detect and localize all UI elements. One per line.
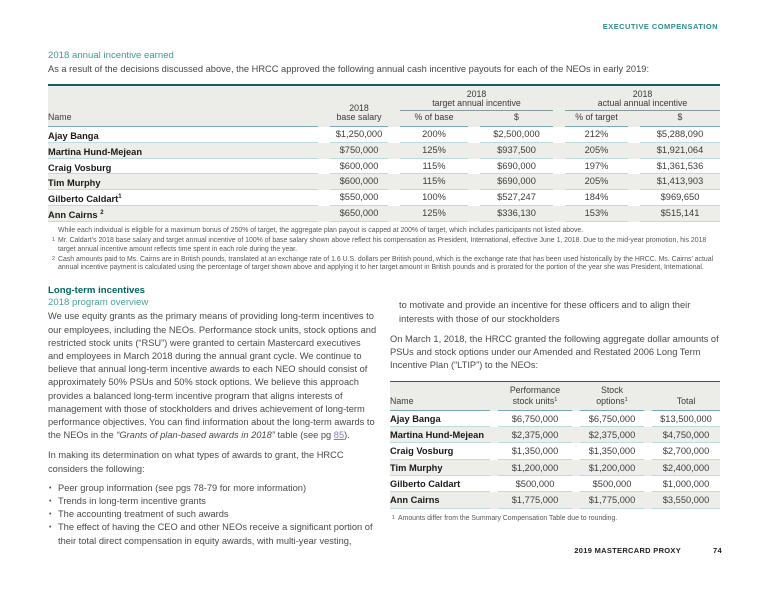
neo-name: Ann Cairns <box>390 492 490 508</box>
pct-of-target-value: 205% <box>565 174 628 190</box>
base-salary-value: $1,250,000 <box>330 127 388 143</box>
footnote-text: Mr. Caldart’s 2018 base salary and target annual incentive of 100% of base salary shown above reflect his compensation as President, International, effective June 1, 2018. Due to the mid-year promotion, his 2018 target annual incentive amount reflects time spent in each role during the year. <box>58 236 707 253</box>
paragraph-text: ). <box>344 430 350 441</box>
neo-name: Gilberto Caldart <box>390 476 490 492</box>
col-header-base-salary-line2: base salary <box>336 112 382 123</box>
annual-incentive-table <box>48 84 720 222</box>
col-header-performance-stock-units <box>498 386 572 410</box>
footnote-text: While each individual is eligible for a maximum bonus of 250% of target, the aggregate plan payout is capped at 200% of target, which includes participants not listed above. <box>58 226 584 234</box>
annual-incentive-intro: As a result of the decisions discussed above, the HRCC approved the following annual cash incentive payouts for each of the NEOs in early 2019: <box>48 64 650 74</box>
col-header-pct-of-base: % of base <box>400 110 468 127</box>
table-row <box>390 460 720 476</box>
psu-value: $6,750,000 <box>498 411 572 427</box>
hrcc-considerations-paragraph: In making its determination on what types of awards to grant, the HRCC considers the following: <box>48 450 344 474</box>
footnote-text: Amounts differ from the Summary Compensation Table due to rounding. <box>398 514 618 522</box>
program-overview-paragraph <box>48 310 378 442</box>
neo-name: Ann Cairns <box>48 209 101 220</box>
base-salary-value: $550,000 <box>330 190 388 206</box>
footnote-marker: 1 <box>52 236 55 243</box>
neo-name: Ajay Banga <box>48 131 99 141</box>
target-incentive-value: $2,500,000 <box>480 127 553 143</box>
col-header-name: Name <box>48 113 318 127</box>
group-header-target-line1: 2018 <box>466 88 487 99</box>
options-value: $6,750,000 <box>580 411 644 427</box>
pct-of-base-value: 125% <box>400 206 468 222</box>
table-row <box>48 127 720 143</box>
target-incentive-value: $690,000 <box>480 159 553 175</box>
table-row <box>48 159 720 175</box>
total-value: $2,400,000 <box>652 460 720 476</box>
total-value: $4,750,000 <box>652 427 720 443</box>
actual-incentive-value: $1,361,536 <box>640 159 720 175</box>
pct-of-base-value: 125% <box>400 143 468 159</box>
ltip-grant-table <box>390 381 720 509</box>
target-incentive-value: $527,247 <box>480 190 553 206</box>
col-header-pct-of-target: % of target <box>565 110 628 127</box>
footnote-ref: 1 <box>624 396 628 403</box>
base-salary-value: $600,000 <box>330 174 388 190</box>
section-label: EXECUTIVE COMPENSATION <box>602 22 718 31</box>
page-85-link[interactable]: 85 <box>333 430 345 441</box>
pct-of-base-value: 115% <box>400 159 468 175</box>
left-column <box>48 285 378 547</box>
table-row <box>48 190 720 206</box>
total-value: $13,500,000 <box>652 411 720 427</box>
pct-of-target-value: 184% <box>565 190 628 206</box>
group-header-actual-annual-incentive <box>565 90 720 111</box>
paragraph-text: We use equity grants as the primary means of providing long-term incentives to our employees, including the NEOs. Performance stock units, stock options and restricted stock units (“RSU”) were granted to certain Mastercard executives and employees in March 2018 during the annual grant cycle. We continue to believe that annual long-term incentive awards to each NEO should consist of approximately 50% PSUs and 50% stock options. We believe this approach provides a balanced long-term incentive program that aligns interests of management with those of stockholders and drives achievement of long-term performance objectives. You can find information about the long-term awards to the NEOs in the <box>48 311 377 441</box>
list-item: • The accounting treatment of such awards <box>48 508 378 521</box>
target-incentive-value: $690,000 <box>480 174 553 190</box>
pct-of-base-value: 200% <box>400 127 468 143</box>
group-header-actual-line2: actual annual incentive <box>597 98 688 109</box>
table-row <box>390 476 720 492</box>
list-item: • Trends in long-term incentive grants <box>48 495 378 508</box>
table-row <box>48 206 720 222</box>
neo-name: Craig Vosburg <box>48 162 112 173</box>
neo-name: Ajay Banga <box>390 411 490 427</box>
actual-incentive-value: $515,141 <box>640 206 720 222</box>
page-footer <box>574 546 722 555</box>
paragraph-text: table (see pg <box>274 430 334 441</box>
neo-name: Tim Murphy <box>390 460 490 476</box>
ltip-table-footnote <box>390 515 720 524</box>
col-header-base-salary <box>330 104 388 127</box>
table-footnotes <box>48 227 720 274</box>
psu-value: $500,000 <box>498 476 572 492</box>
col-header-target-dollar: $ <box>480 110 553 127</box>
pct-of-target-value: 205% <box>565 143 628 159</box>
proxy-label: 2019 MASTERCARD PROXY <box>574 546 682 555</box>
psu-value: $1,350,000 <box>498 443 572 459</box>
base-salary-value: $750,000 <box>330 143 388 159</box>
base-salary-value: $600,000 <box>330 159 388 175</box>
pct-of-base-value: 100% <box>400 190 468 206</box>
neo-name: Craig Vosburg <box>390 443 490 459</box>
ltip-grant-paragraph: On March 1, 2018, the HRCC granted the following aggregate dollar amounts of PSUs and stock options under our Amended and Restated 2006 Long Term Incentive Plan (“LTIP”) to the NEOs: <box>390 333 719 371</box>
options-value: $2,375,000 <box>580 427 644 443</box>
options-value: $1,775,000 <box>580 492 644 508</box>
table-row <box>48 143 720 159</box>
pct-of-target-value: 153% <box>565 206 628 222</box>
group-header-target-annual-incentive <box>400 90 553 111</box>
options-value: $1,350,000 <box>580 443 644 459</box>
psu-value: $2,375,000 <box>498 427 572 443</box>
base-salary-value: $650,000 <box>330 206 388 222</box>
neo-name: Tim Murphy <box>48 178 101 189</box>
col-header-options-line1: Stock <box>600 385 623 396</box>
group-header-target-line2: target annual incentive <box>432 98 521 109</box>
table-row <box>390 427 720 443</box>
options-value: $1,200,000 <box>580 460 644 476</box>
ltip-table-header <box>390 382 720 410</box>
list-item: • Peer group information (see pgs 78-79 for more information) <box>48 482 378 495</box>
neo-name: Martina Hund-Mejean <box>390 427 490 443</box>
table-row <box>48 174 720 190</box>
bullet-continuation-text: to motivate and provide an incentive for these officers and to align their interests with those of our stockholders <box>399 300 691 324</box>
total-value: $1,000,000 <box>652 476 720 492</box>
total-value: $2,700,000 <box>652 443 720 459</box>
options-value: $500,000 <box>580 476 644 492</box>
annual-incentive-table-header <box>48 86 720 127</box>
total-value: $3,550,000 <box>652 492 720 508</box>
long-term-incentives-heading: Long-term incentives <box>48 285 146 297</box>
table-row <box>390 492 720 508</box>
grants-table-reference: “Grants of plan-based awards in 2018” <box>116 430 275 441</box>
pct-of-base-value: 115% <box>400 174 468 190</box>
considerations-list <box>48 482 378 548</box>
group-header-actual-line1: 2018 <box>632 88 653 99</box>
col-header-name: Name <box>390 397 490 411</box>
footnote-marker: 2 <box>52 255 55 262</box>
neo-name: Gilberto Caldart <box>48 194 119 205</box>
col-header-psu-line2: stock units <box>512 395 555 406</box>
list-item: • The effect of having the CEO and other NEOs receive a significant portion of their total direct compensation in equity awards, with multi-year vesting, <box>48 521 378 547</box>
right-column <box>390 285 720 547</box>
pct-of-target-value: 212% <box>565 127 628 143</box>
footnote-text: Cash amounts paid to Ms. Cairns are in British pounds, translated at an exchange rate of 1.6 U.S. dollars per British pound, which is the exchange rate that has been used historically by the HRCC. Ms. Cairns’ actual annual incentive payment is calculated using the percentage of target shown above and applying it to her target amount in British pounds and is prorated for the portion of the year she was President, International. <box>58 255 714 272</box>
target-incentive-value: $937,500 <box>480 143 553 159</box>
page-number: 74 <box>713 546 722 555</box>
table-row <box>390 411 720 427</box>
actual-incentive-value: $969,650 <box>640 190 720 206</box>
actual-incentive-value: $1,921,064 <box>640 143 720 159</box>
program-overview-subheading: 2018 program overview <box>48 297 149 309</box>
footnote-ref: 2 <box>100 209 104 216</box>
psu-value: $1,775,000 <box>498 492 572 508</box>
footnote <box>48 227 720 236</box>
col-header-total: Total <box>652 397 720 411</box>
col-header-base-salary-line1: 2018 <box>349 102 369 113</box>
psu-value: $1,200,000 <box>498 460 572 476</box>
col-header-actual-dollar: $ <box>640 110 720 127</box>
pct-of-target-value: 197% <box>565 159 628 175</box>
col-header-options-line2: options <box>596 395 625 406</box>
target-incentive-value: $336,130 <box>480 206 553 222</box>
col-header-psu-line1: Performance <box>509 385 561 396</box>
actual-incentive-value: $5,288,090 <box>640 127 720 143</box>
footnote <box>48 256 720 274</box>
footnote <box>48 237 720 255</box>
footnote-ref: 1 <box>554 396 558 403</box>
col-header-stock-options <box>580 386 644 410</box>
footnote-marker: 1 <box>392 514 395 521</box>
table-row <box>390 443 720 459</box>
annual-incentive-heading: 2018 annual incentive earned <box>48 50 174 61</box>
actual-incentive-value: $1,413,903 <box>640 174 720 190</box>
neo-name: Martina Hund-Mejean <box>48 146 143 157</box>
footnote-ref: 1 <box>118 194 122 201</box>
